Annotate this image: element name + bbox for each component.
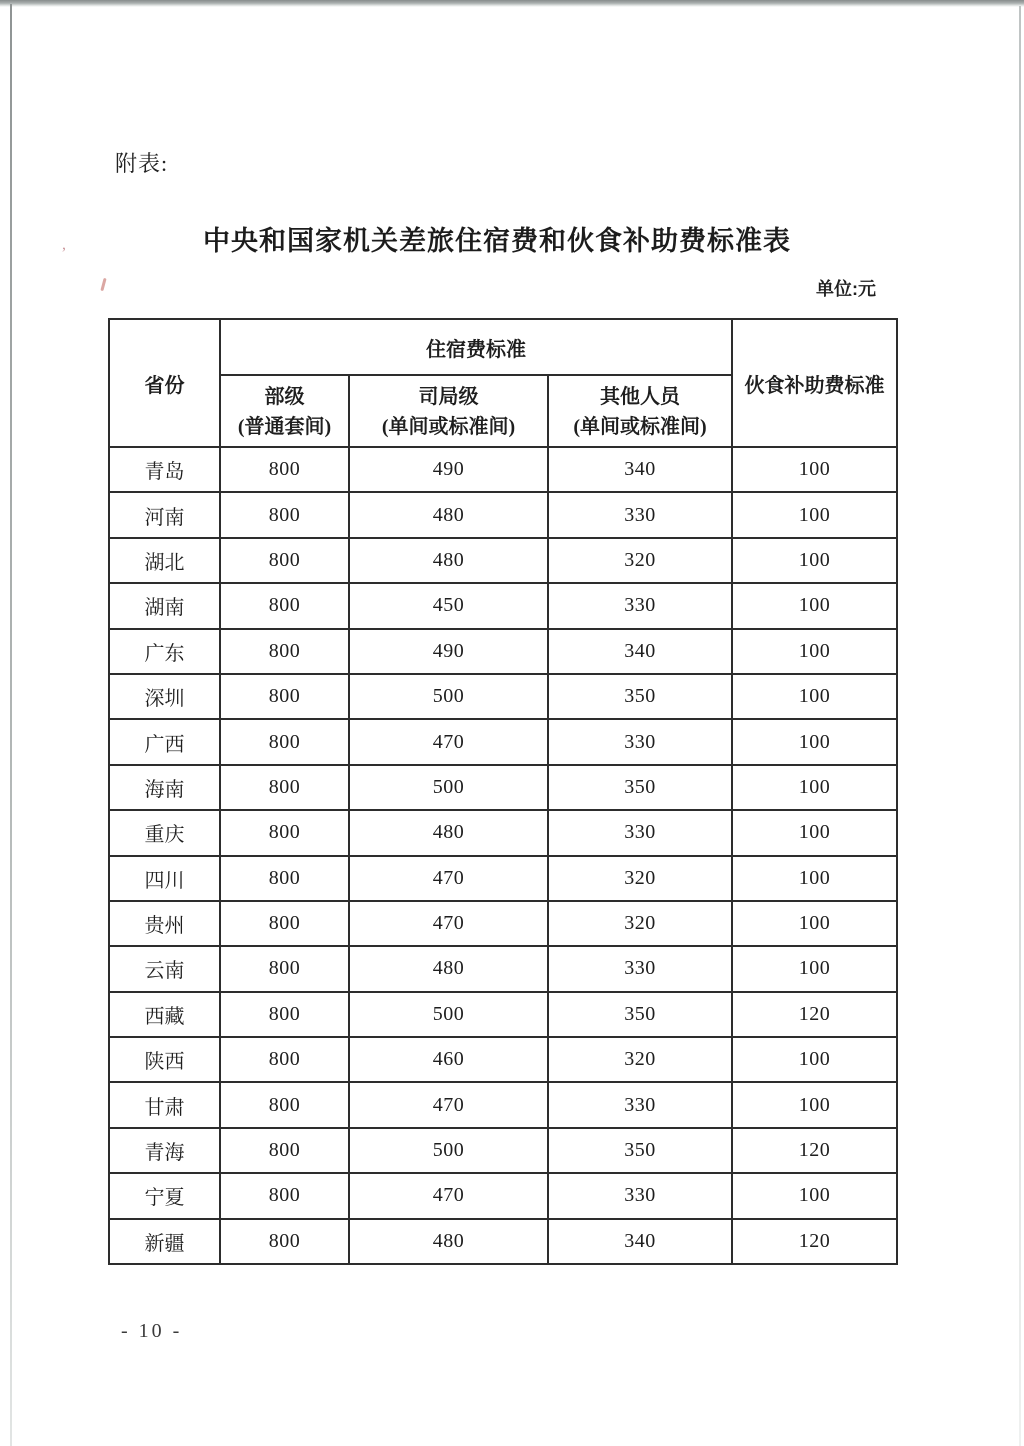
province-cell: 湖北 xyxy=(109,538,220,583)
minister-rate-cell: 800 xyxy=(220,492,349,537)
bureau-rate-cell: 500 xyxy=(349,992,548,1037)
header-meal-allowance: 伙食补助费标准 xyxy=(732,319,897,447)
province-cell: 重庆 xyxy=(109,810,220,855)
other-rate-cell: 320 xyxy=(548,901,732,946)
minister-rate-cell: 800 xyxy=(220,1173,349,1218)
meal-rate-cell: 100 xyxy=(732,1082,897,1127)
table-row xyxy=(109,1037,897,1082)
minister-rate-cell: 800 xyxy=(220,856,349,901)
meal-rate-cell: 100 xyxy=(732,1173,897,1218)
other-rate-cell: 320 xyxy=(548,856,732,901)
other-rate-cell: 330 xyxy=(548,492,732,537)
bureau-rate-cell: 470 xyxy=(349,719,548,764)
minister-rate-cell: 800 xyxy=(220,719,349,764)
table-row xyxy=(109,538,897,583)
attachment-label: 附表: xyxy=(115,151,169,176)
meal-rate-cell: 100 xyxy=(732,447,897,492)
header-minister-level-label: 部级 xyxy=(264,386,305,408)
table-row xyxy=(109,1173,897,1218)
province-cell: 贵州 xyxy=(109,901,220,946)
table-row xyxy=(109,1128,897,1173)
province-cell: 湖南 xyxy=(109,583,220,628)
table-row xyxy=(109,946,897,991)
minister-rate-cell: 800 xyxy=(220,1037,349,1082)
other-rate-cell: 340 xyxy=(548,447,732,492)
header-other-personnel xyxy=(548,375,732,447)
other-rate-cell: 330 xyxy=(548,1082,732,1127)
province-cell: 宁夏 xyxy=(109,1173,220,1218)
other-rate-cell: 330 xyxy=(548,719,732,764)
table-row xyxy=(109,765,897,810)
scan-artifact-speck: , xyxy=(62,236,66,253)
province-cell: 河南 xyxy=(109,492,220,537)
table-row xyxy=(109,1082,897,1127)
bureau-rate-cell: 480 xyxy=(349,492,548,537)
header-other-personnel-note: (单间或标准间) xyxy=(573,416,707,438)
bureau-rate-cell: 470 xyxy=(349,901,548,946)
minister-rate-cell: 800 xyxy=(220,447,349,492)
bureau-rate-cell: 480 xyxy=(349,538,548,583)
meal-rate-cell: 100 xyxy=(732,810,897,855)
table-row xyxy=(109,1219,897,1264)
meal-rate-cell: 100 xyxy=(732,538,897,583)
minister-rate-cell: 800 xyxy=(220,810,349,855)
province-cell: 广东 xyxy=(109,629,220,674)
province-cell: 西藏 xyxy=(109,992,220,1037)
standards-table xyxy=(108,318,898,1265)
province-cell: 青海 xyxy=(109,1128,220,1173)
meal-rate-cell: 120 xyxy=(732,992,897,1037)
province-cell: 云南 xyxy=(109,946,220,991)
bureau-rate-cell: 480 xyxy=(349,810,548,855)
meal-rate-cell: 100 xyxy=(732,946,897,991)
meal-rate-cell: 100 xyxy=(732,719,897,764)
table-row xyxy=(109,992,897,1037)
meal-rate-cell: 100 xyxy=(732,1037,897,1082)
scan-edge-right xyxy=(1019,6,1021,1446)
table-row xyxy=(109,447,897,492)
table-row xyxy=(109,629,897,674)
other-rate-cell: 350 xyxy=(548,1128,732,1173)
meal-rate-cell: 100 xyxy=(732,492,897,537)
other-rate-cell: 350 xyxy=(548,674,732,719)
province-cell: 陕西 xyxy=(109,1037,220,1082)
province-cell: 四川 xyxy=(109,856,220,901)
header-other-personnel-label: 其他人员 xyxy=(600,386,680,408)
other-rate-cell: 340 xyxy=(548,1219,732,1264)
province-cell: 海南 xyxy=(109,765,220,810)
province-cell: 深圳 xyxy=(109,674,220,719)
other-rate-cell: 330 xyxy=(548,810,732,855)
bureau-rate-cell: 500 xyxy=(349,674,548,719)
bureau-rate-cell: 500 xyxy=(349,765,548,810)
scan-edge-top xyxy=(0,0,1024,7)
minister-rate-cell: 800 xyxy=(220,538,349,583)
minister-rate-cell: 800 xyxy=(220,583,349,628)
meal-rate-cell: 100 xyxy=(732,856,897,901)
bureau-rate-cell: 490 xyxy=(349,447,548,492)
header-row-top xyxy=(109,319,897,375)
table-row xyxy=(109,810,897,855)
table-row xyxy=(109,583,897,628)
bureau-rate-cell: 470 xyxy=(349,856,548,901)
header-bureau-level-label: 司局级 xyxy=(418,386,479,408)
other-rate-cell: 330 xyxy=(548,1173,732,1218)
meal-rate-cell: 100 xyxy=(732,901,897,946)
other-rate-cell: 330 xyxy=(548,583,732,628)
bureau-rate-cell: 450 xyxy=(349,583,548,628)
province-cell: 广西 xyxy=(109,719,220,764)
header-minister-level-note: (普通套间) xyxy=(237,416,332,438)
minister-rate-cell: 800 xyxy=(220,901,349,946)
bureau-rate-cell: 490 xyxy=(349,629,548,674)
minister-rate-cell: 800 xyxy=(220,1128,349,1173)
header-lodging-group: 住宿费标准 xyxy=(220,319,732,375)
minister-rate-cell: 800 xyxy=(220,1082,349,1127)
page-number: - 10 - xyxy=(121,1320,183,1342)
header-bureau-level-note: (单间或标准间) xyxy=(381,416,516,438)
header-province: 省份 xyxy=(109,319,220,447)
bureau-rate-cell: 460 xyxy=(349,1037,548,1082)
table-row xyxy=(109,719,897,764)
bureau-rate-cell: 470 xyxy=(349,1173,548,1218)
meal-rate-cell: 100 xyxy=(732,583,897,628)
table-row xyxy=(109,856,897,901)
header-minister-level xyxy=(220,375,349,447)
bureau-rate-cell: 470 xyxy=(349,1082,548,1127)
other-rate-cell: 350 xyxy=(548,765,732,810)
other-rate-cell: 320 xyxy=(548,538,732,583)
table-row xyxy=(109,674,897,719)
meal-rate-cell: 100 xyxy=(732,765,897,810)
province-cell: 甘肃 xyxy=(109,1082,220,1127)
minister-rate-cell: 800 xyxy=(220,674,349,719)
province-cell: 新疆 xyxy=(109,1219,220,1264)
other-rate-cell: 340 xyxy=(548,629,732,674)
unit-note: 单位:元 xyxy=(816,279,876,299)
meal-rate-cell: 120 xyxy=(732,1128,897,1173)
minister-rate-cell: 800 xyxy=(220,765,349,810)
table-row xyxy=(109,492,897,537)
other-rate-cell: 330 xyxy=(548,946,732,991)
page-title: 中央和国家机关差旅住宿费和伙食补助费标准表 xyxy=(203,226,791,256)
bureau-rate-cell: 500 xyxy=(349,1128,548,1173)
minister-rate-cell: 800 xyxy=(220,992,349,1037)
bureau-rate-cell: 480 xyxy=(349,946,548,991)
province-cell: 青岛 xyxy=(109,447,220,492)
minister-rate-cell: 800 xyxy=(220,946,349,991)
bureau-rate-cell: 480 xyxy=(349,1219,548,1264)
scan-artifact-red-mark xyxy=(100,278,106,291)
other-rate-cell: 350 xyxy=(548,992,732,1037)
minister-rate-cell: 800 xyxy=(220,629,349,674)
minister-rate-cell: 800 xyxy=(220,1219,349,1264)
table-row xyxy=(109,901,897,946)
meal-rate-cell: 100 xyxy=(732,674,897,719)
header-bureau-level xyxy=(349,375,548,447)
meal-rate-cell: 120 xyxy=(732,1219,897,1264)
meal-rate-cell: 100 xyxy=(732,629,897,674)
other-rate-cell: 320 xyxy=(548,1037,732,1082)
